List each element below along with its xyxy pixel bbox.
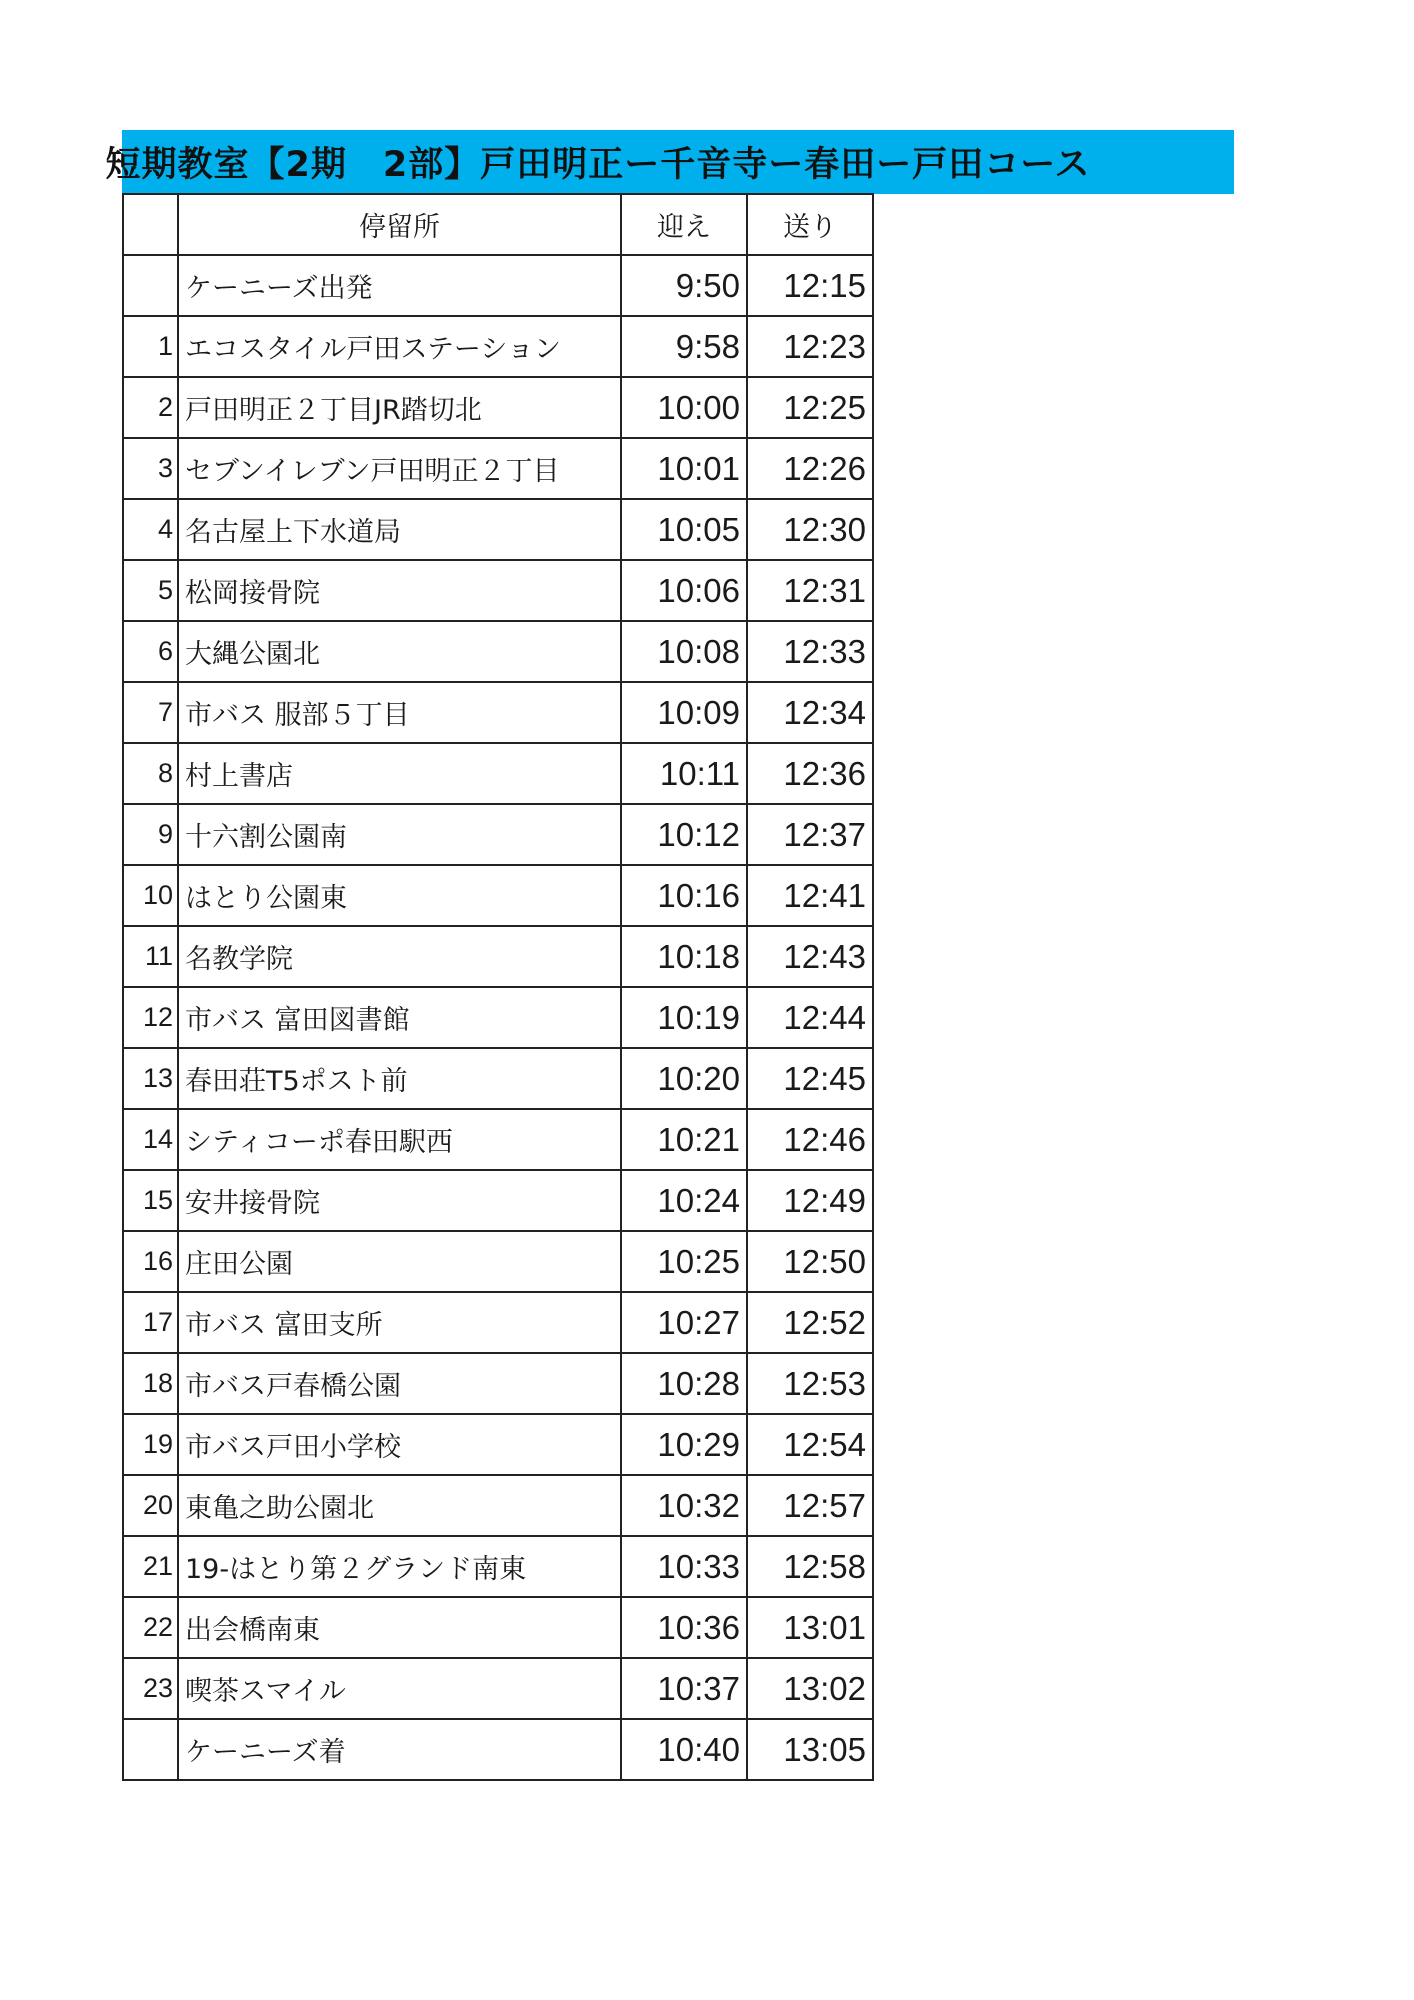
dropoff-time: 13:02 <box>747 1658 873 1719</box>
dropoff-time: 12:37 <box>747 804 873 865</box>
pickup-time: 10:05 <box>621 499 747 560</box>
page-title: 短期教室【2期 2部】戸田明正ー千音寺ー春田ー戸田コース <box>105 145 1091 185</box>
table-row <box>123 1292 873 1353</box>
dropoff-time: 12:31 <box>747 560 873 621</box>
header-number <box>123 194 178 255</box>
row-number: 7 <box>123 682 178 743</box>
stop-name: エコスタイル戸田ステーション <box>178 316 621 377</box>
row-number: 1 <box>123 316 178 377</box>
pickup-time: 10:37 <box>621 1658 747 1719</box>
stop-name: 大縄公園北 <box>178 621 621 682</box>
stop-name: 戸田明正２丁目JR踏切北 <box>178 377 621 438</box>
table-row <box>123 804 873 865</box>
row-number <box>123 255 178 316</box>
table-row <box>123 560 873 621</box>
table-row <box>123 1536 873 1597</box>
pickup-time: 10:27 <box>621 1292 747 1353</box>
pickup-time: 10:25 <box>621 1231 747 1292</box>
row-number: 23 <box>123 1658 178 1719</box>
pickup-time: 10:36 <box>621 1597 747 1658</box>
row-number: 15 <box>123 1170 178 1231</box>
stop-name: 市バス 富田図書館 <box>178 987 621 1048</box>
dropoff-time: 12:46 <box>747 1109 873 1170</box>
row-number: 17 <box>123 1292 178 1353</box>
row-number: 8 <box>123 743 178 804</box>
table-row <box>123 1414 873 1475</box>
pickup-time: 10:00 <box>621 377 747 438</box>
table-row <box>123 743 873 804</box>
row-number: 18 <box>123 1353 178 1414</box>
dropoff-time: 12:43 <box>747 926 873 987</box>
stop-name: ケーニーズ着 <box>178 1719 621 1780</box>
pickup-time: 10:08 <box>621 621 747 682</box>
table-row <box>123 255 873 316</box>
stop-name: シティコーポ春田駅西 <box>178 1109 621 1170</box>
table-row <box>123 1231 873 1292</box>
row-number: 19 <box>123 1414 178 1475</box>
row-number: 10 <box>123 865 178 926</box>
pickup-time: 9:50 <box>621 255 747 316</box>
pickup-time: 10:33 <box>621 1536 747 1597</box>
dropoff-time: 12:23 <box>747 316 873 377</box>
header-pickup: 迎え <box>621 194 747 255</box>
row-number <box>123 1719 178 1780</box>
dropoff-time: 13:05 <box>747 1719 873 1780</box>
stop-name: 東亀之助公園北 <box>178 1475 621 1536</box>
row-number: 2 <box>123 377 178 438</box>
pickup-time: 10:28 <box>621 1353 747 1414</box>
table-row <box>123 1353 873 1414</box>
dropoff-time: 12:33 <box>747 621 873 682</box>
table-row <box>123 438 873 499</box>
table-row <box>123 1475 873 1536</box>
stop-name: 名教学院 <box>178 926 621 987</box>
dropoff-time: 13:01 <box>747 1597 873 1658</box>
dropoff-time: 12:58 <box>747 1536 873 1597</box>
pickup-time: 10:09 <box>621 682 747 743</box>
stop-name: 出会橋南東 <box>178 1597 621 1658</box>
row-number: 20 <box>123 1475 178 1536</box>
dropoff-time: 12:30 <box>747 499 873 560</box>
table-row <box>123 1719 873 1780</box>
pickup-time: 10:20 <box>621 1048 747 1109</box>
table-row <box>123 926 873 987</box>
table-row <box>123 1109 873 1170</box>
table-row <box>123 1170 873 1231</box>
pickup-time: 10:32 <box>621 1475 747 1536</box>
stop-name: 19-はとり第２グランド南東 <box>178 1536 621 1597</box>
dropoff-time: 12:34 <box>747 682 873 743</box>
dropoff-time: 12:15 <box>747 255 873 316</box>
row-number: 3 <box>123 438 178 499</box>
table-row <box>123 987 873 1048</box>
row-number: 12 <box>123 987 178 1048</box>
dropoff-time: 12:36 <box>747 743 873 804</box>
pickup-time: 10:19 <box>621 987 747 1048</box>
dropoff-time: 12:54 <box>747 1414 873 1475</box>
row-number: 13 <box>123 1048 178 1109</box>
row-number: 22 <box>123 1597 178 1658</box>
stop-name: 名古屋上下水道局 <box>178 499 621 560</box>
row-number: 5 <box>123 560 178 621</box>
bus-schedule-table <box>122 193 874 1781</box>
dropoff-time: 12:25 <box>747 377 873 438</box>
row-number: 6 <box>123 621 178 682</box>
dropoff-time: 12:44 <box>747 987 873 1048</box>
table-header-row <box>123 194 873 255</box>
stop-name: 市バス 富田支所 <box>178 1292 621 1353</box>
table-row <box>123 1048 873 1109</box>
dropoff-time: 12:53 <box>747 1353 873 1414</box>
pickup-time: 10:24 <box>621 1170 747 1231</box>
row-number: 14 <box>123 1109 178 1170</box>
dropoff-time: 12:50 <box>747 1231 873 1292</box>
table-row <box>123 1597 873 1658</box>
stop-name: 松岡接骨院 <box>178 560 621 621</box>
stop-name: 市バス戸春橋公園 <box>178 1353 621 1414</box>
stop-name: 庄田公園 <box>178 1231 621 1292</box>
title-banner <box>105 130 1234 194</box>
table-row <box>123 499 873 560</box>
table-row <box>123 621 873 682</box>
row-number: 4 <box>123 499 178 560</box>
header-dropoff: 送り <box>747 194 873 255</box>
pickup-time: 10:21 <box>621 1109 747 1170</box>
pickup-time: 10:06 <box>621 560 747 621</box>
table-row <box>123 316 873 377</box>
pickup-time: 10:40 <box>621 1719 747 1780</box>
pickup-time: 10:29 <box>621 1414 747 1475</box>
pickup-time: 10:12 <box>621 804 747 865</box>
stop-name: 喫茶スマイル <box>178 1658 621 1719</box>
row-number: 16 <box>123 1231 178 1292</box>
dropoff-time: 12:49 <box>747 1170 873 1231</box>
dropoff-time: 12:26 <box>747 438 873 499</box>
pickup-time: 10:11 <box>621 743 747 804</box>
stop-name: はとり公園東 <box>178 865 621 926</box>
row-number: 9 <box>123 804 178 865</box>
row-number: 21 <box>123 1536 178 1597</box>
stop-name: 村上書店 <box>178 743 621 804</box>
dropoff-time: 12:41 <box>747 865 873 926</box>
header-stop: 停留所 <box>178 194 621 255</box>
pickup-time: 10:16 <box>621 865 747 926</box>
dropoff-time: 12:57 <box>747 1475 873 1536</box>
stop-name: 市バス戸田小学校 <box>178 1414 621 1475</box>
dropoff-time: 12:45 <box>747 1048 873 1109</box>
stop-name: セブンイレブン戸田明正２丁目 <box>178 438 621 499</box>
stop-name: 十六割公園南 <box>178 804 621 865</box>
table-row <box>123 865 873 926</box>
stop-name: ケーニーズ出発 <box>178 255 621 316</box>
stop-name: 安井接骨院 <box>178 1170 621 1231</box>
table-row <box>123 682 873 743</box>
pickup-time: 9:58 <box>621 316 747 377</box>
stop-name: 市バス 服部５丁目 <box>178 682 621 743</box>
stop-name: 春田荘T5ポスト前 <box>178 1048 621 1109</box>
table-row <box>123 1658 873 1719</box>
table-row <box>123 377 873 438</box>
pickup-time: 10:01 <box>621 438 747 499</box>
dropoff-time: 12:52 <box>747 1292 873 1353</box>
pickup-time: 10:18 <box>621 926 747 987</box>
row-number: 11 <box>123 926 178 987</box>
